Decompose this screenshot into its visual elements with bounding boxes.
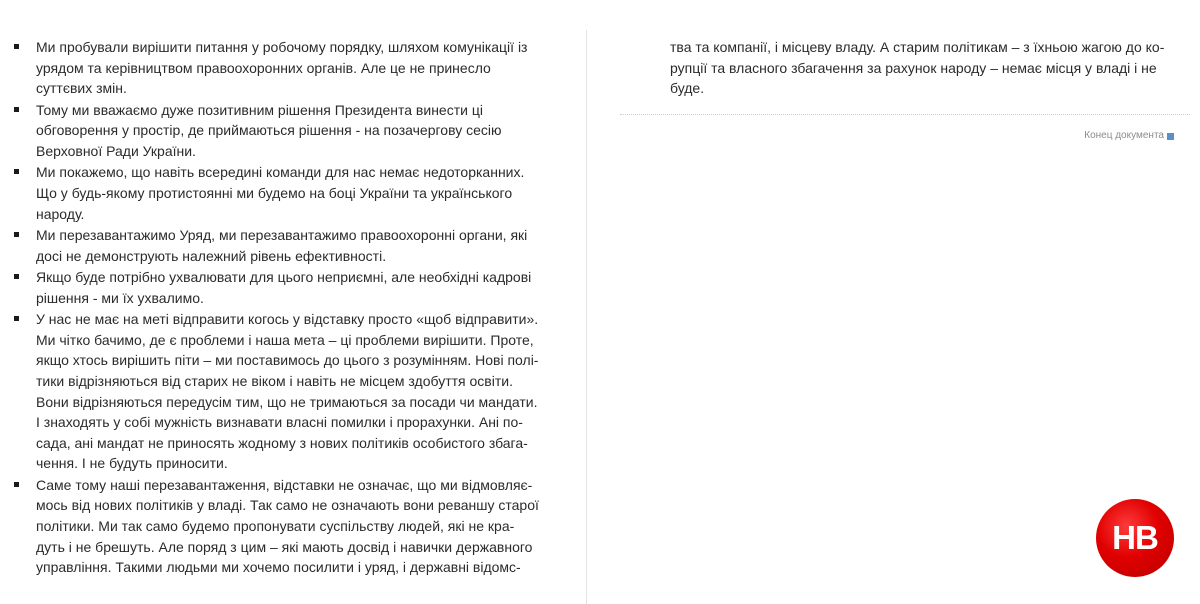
bullet-item <box>12 475 560 578</box>
text-line: управління. Такими людьми ми хочемо посилити і уряд, і державні відомс- <box>36 559 521 576</box>
bullet-square-icon <box>14 169 19 174</box>
nv-logo-text: НВ <box>1112 519 1158 556</box>
continued-paragraph <box>670 37 1190 99</box>
text-line: суттєвих змін. <box>36 80 127 97</box>
text-line: Ми перезавантажимо Уряд, ми перезавантажимо правоохоронні органи, які <box>36 227 528 244</box>
bullet-square-icon <box>14 316 19 321</box>
text-line: урядом та керівництвом правоохоронних органів. Але це не принесло <box>36 59 491 76</box>
bullet-square-icon <box>14 44 19 49</box>
text-line: І знаходять у собі мужність визнавати власні помилки і прорахунки. Ані по- <box>36 414 523 431</box>
text-line: рупції та власного збагачення за рахунок народу – немає місця у владі і не <box>670 59 1157 76</box>
bullet-square-icon <box>14 482 19 487</box>
text-line: Ми пробували вирішити питання у робочому порядку, шляхом комунікації із <box>36 39 528 55</box>
text-line: тики відрізняються від старих не віком і навіть не місцем здобуття освіти. <box>36 372 513 389</box>
text-line: Тому ми вважаємо дуже позитивним рішення Президента винести ці <box>36 101 483 118</box>
text-line: чення. І не будуть приносити. <box>36 455 228 472</box>
text-line: мось від нових політиків у владі. Так само не означають вони реваншу старої <box>36 497 539 514</box>
bullet-item <box>12 309 560 474</box>
bullet-item <box>12 100 560 162</box>
text-line: дуть і не брешуть. Але поряд з цим – які мають досвід і навички державного <box>36 538 533 555</box>
text-line: рішення - ми їх ухвалимо. <box>36 289 204 306</box>
bullet-square-icon <box>14 274 19 279</box>
bullet-item <box>12 225 560 266</box>
text-line: Що у будь-якому протистоянні ми будемо на боці України та українського <box>36 184 513 201</box>
text-line: тва та компанії, і місцеву владу. А старим політикам – з їхньою жагою до ко- <box>670 39 1165 55</box>
text-line: Верховної Ради України. <box>36 142 196 159</box>
bullet-list <box>12 37 560 579</box>
text-line: обговорення у простір, де приймаються рішення - на позачергову сесію <box>36 122 502 139</box>
text-line: Ми покажемо, що навіть всередині команди для нас немає недоторканних. <box>36 164 525 181</box>
bullet-item <box>12 267 560 308</box>
text-line: сада, ані мандат не приносять жодному з нових політиків особистого збага- <box>36 434 528 451</box>
text-line: Ми чітко бачимо, де є проблеми і наша мета – ці проблеми вирішити. Проте, <box>36 331 534 348</box>
nv-logo <box>1096 499 1174 577</box>
end-marker-icon <box>1167 133 1174 140</box>
text-line: Вони відрізняються передусім тим, що не тримаються за посади чи мандати. <box>36 393 538 410</box>
text-line: буде. <box>670 80 705 97</box>
bullet-square-icon <box>14 107 19 112</box>
document-end-rule <box>620 114 1190 115</box>
bullet-item <box>12 37 560 99</box>
text-line: народу. <box>36 205 85 222</box>
bullet-item <box>12 162 560 224</box>
text-line: досі не демонструють належний рівень ефективності. <box>36 247 387 264</box>
text-line: якщо хтось вирішить піти – ми поставимось до цього з розумінням. Нові полі- <box>36 352 539 369</box>
text-line: політики. Ми так само будемо пропонувати суспільству людей, які не кра- <box>36 518 515 534</box>
end-of-document-label: Конец документа <box>1084 130 1164 141</box>
bullet-square-icon <box>14 232 19 237</box>
text-line: У нас не має на меті відправити когось у відставку просто «щоб відправити». <box>36 311 539 328</box>
text-line: Якщо буде потрібно ухвалювати для цього неприємні, але необхідні кадрові <box>36 269 532 286</box>
text-line: Саме тому наші перезавантаження, відставки не означає, що ми відмовляє- <box>36 476 533 493</box>
left-column <box>0 0 586 604</box>
